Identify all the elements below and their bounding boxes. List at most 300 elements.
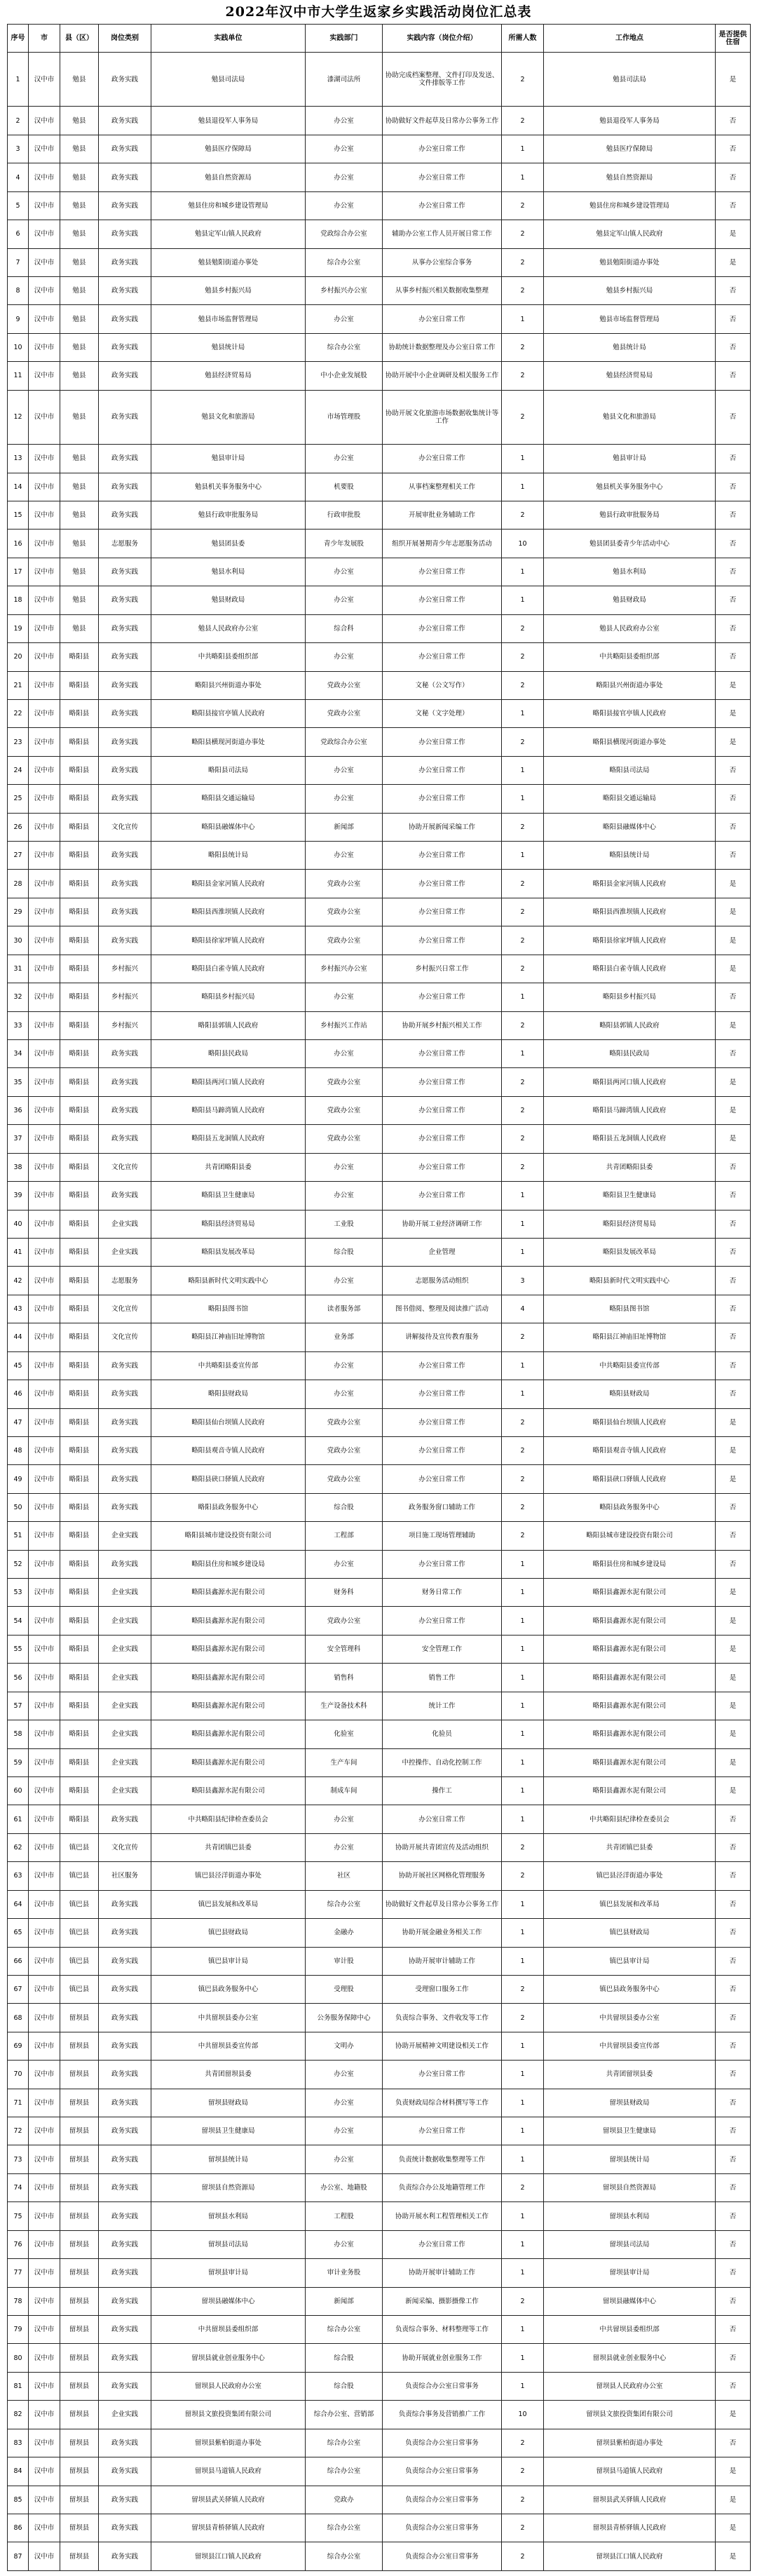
cell-count: 1	[502, 1550, 544, 1578]
cell-county: 略阳县	[60, 813, 99, 841]
cell-place: 略阳县江神庙旧址博物馆	[544, 1323, 716, 1351]
cell-content: 文秘（公文写作）	[383, 671, 502, 699]
cell-place: 略阳县白雀寺镇人民政府	[544, 955, 716, 983]
cell-content: 协助统计数据整理及办公室日常工作	[383, 333, 502, 361]
cell-lodging: 否	[716, 1210, 751, 1238]
positions-table	[7, 24, 751, 2571]
cell-count: 1	[502, 1947, 544, 1975]
cell-no: 30	[8, 926, 29, 955]
table-row	[8, 955, 751, 983]
cell-category: 政务实践	[99, 163, 151, 191]
cell-no: 27	[8, 842, 29, 870]
cell-no: 84	[8, 2457, 29, 2486]
cell-count: 1	[502, 1692, 544, 1720]
cell-no: 69	[8, 2032, 29, 2060]
table-row	[8, 163, 751, 191]
cell-lodging: 否	[716, 1351, 751, 1380]
cell-unit: 略阳县江神庙旧址博物馆	[151, 1323, 306, 1351]
cell-dept: 办公室	[306, 135, 383, 163]
cell-dept: 办公室	[306, 756, 383, 784]
table-row	[8, 1692, 751, 1720]
cell-unit: 勉县文化和旅游局	[151, 390, 306, 444]
cell-dept: 党政办公室	[306, 699, 383, 727]
cell-county: 略阳县	[60, 842, 99, 870]
cell-place: 略阳县郭镇人民政府	[544, 1011, 716, 1039]
cell-place: 中共留坝县委宣传部	[544, 2032, 716, 2060]
cell-no: 35	[8, 1068, 29, 1096]
cell-city: 汉中市	[29, 955, 60, 983]
cell-lodging: 否	[716, 1153, 751, 1181]
cell-category: 政务实践	[99, 1975, 151, 2003]
table-row	[8, 614, 751, 642]
cell-lodging: 是	[716, 1125, 751, 1153]
cell-content: 办公室日常工作	[383, 756, 502, 784]
cell-county: 略阳县	[60, 1436, 99, 1464]
table-row	[8, 1465, 751, 1493]
cell-unit: 留坝县统计局	[151, 2145, 306, 2173]
cell-count: 2	[502, 248, 544, 276]
cell-place: 留坝县就业创业服务中心	[544, 2344, 716, 2372]
cell-lodging: 否	[716, 530, 751, 558]
cell-unit: 中共留坝县委宣传部	[151, 2032, 306, 2060]
cell-lodging: 是	[716, 1776, 751, 1805]
cell-category: 政务实践	[99, 728, 151, 756]
cell-lodging: 是	[716, 1720, 751, 1748]
cell-no: 3	[8, 135, 29, 163]
cell-dept: 综合办公室	[306, 333, 383, 361]
cell-city: 汉中市	[29, 445, 60, 473]
cell-unit: 略阳县鑫源水泥有限公司	[151, 1692, 306, 1720]
cell-dept: 党政办公室	[306, 898, 383, 926]
cell-city: 汉中市	[29, 2202, 60, 2230]
table-row	[8, 1522, 751, 1550]
cell-county: 镇巴县	[60, 1862, 99, 1890]
cell-no: 68	[8, 2004, 29, 2032]
cell-content: 文秘（文字处理）	[383, 699, 502, 727]
cell-no: 59	[8, 1748, 29, 1776]
table-row	[8, 1720, 751, 1748]
cell-unit: 勉县市场监督管理局	[151, 305, 306, 333]
cell-lodging: 否	[716, 643, 751, 671]
cell-city: 汉中市	[29, 473, 60, 501]
cell-city: 汉中市	[29, 643, 60, 671]
cell-dept: 工程部	[306, 1522, 383, 1550]
cell-city: 汉中市	[29, 135, 60, 163]
cell-lodging: 是	[716, 1635, 751, 1663]
cell-city: 汉中市	[29, 1776, 60, 1805]
table-row	[8, 53, 751, 107]
cell-lodging: 否	[716, 2004, 751, 2032]
cell-dept: 办公室	[306, 2061, 383, 2089]
cell-dept: 财务科	[306, 1579, 383, 1607]
cell-place: 勉县经济贸易局	[544, 362, 716, 390]
cell-count: 1	[502, 1664, 544, 1692]
cell-unit: 略阳县接官亭镇人民政府	[151, 699, 306, 727]
cell-unit: 勉县水利局	[151, 558, 306, 586]
cell-unit: 留坝县审计局	[151, 2259, 306, 2287]
table-row	[8, 2117, 751, 2145]
cell-place: 勉县住房和城乡建设管理局	[544, 191, 716, 220]
cell-place: 略阳县鑫源水泥有限公司	[544, 1635, 716, 1663]
cell-city: 汉中市	[29, 1550, 60, 1578]
column-header-place: 工作地点	[544, 25, 716, 53]
cell-unit: 留坝县卫生健康局	[151, 2117, 306, 2145]
table-row	[8, 2344, 751, 2372]
cell-lodging: 否	[716, 1919, 751, 1947]
cell-dept: 公务服务保障中心	[306, 2004, 383, 2032]
cell-city: 汉中市	[29, 107, 60, 135]
cell-lodging: 否	[716, 1550, 751, 1578]
cell-lodging: 否	[716, 1238, 751, 1266]
cell-place: 勉县自然资源局	[544, 163, 716, 191]
cell-dept: 办公室	[306, 305, 383, 333]
cell-unit: 略阳县民政局	[151, 1040, 306, 1068]
cell-category: 企业实践	[99, 1720, 151, 1748]
cell-place: 略阳县兴州街道办事处	[544, 671, 716, 699]
cell-count: 10	[502, 2401, 544, 2429]
cell-dept: 社区	[306, 1862, 383, 1890]
table-row	[8, 1125, 751, 1153]
cell-unit: 勉县勉阳街道办事处	[151, 248, 306, 276]
cell-no: 14	[8, 473, 29, 501]
cell-no: 57	[8, 1692, 29, 1720]
cell-place: 略阳县交通运输局	[544, 785, 716, 813]
cell-no: 22	[8, 699, 29, 727]
cell-count: 2	[502, 1011, 544, 1039]
cell-unit: 略阳县金家河镇人民政府	[151, 870, 306, 898]
cell-no: 26	[8, 813, 29, 841]
cell-unit: 留坝县人民政府办公室	[151, 2372, 306, 2400]
cell-unit: 略阳县五龙洞镇人民政府	[151, 1125, 306, 1153]
cell-county: 勉县	[60, 305, 99, 333]
cell-content: 办公室日常工作	[383, 1805, 502, 1833]
cell-lodging: 否	[716, 1862, 751, 1890]
cell-lodging: 否	[716, 107, 751, 135]
cell-county: 勉县	[60, 53, 99, 107]
cell-dept: 生产设备技术科	[306, 1692, 383, 1720]
cell-no: 41	[8, 1238, 29, 1266]
cell-lodging: 是	[716, 2542, 751, 2571]
cell-unit: 略阳县鑫源水泥有限公司	[151, 1607, 306, 1635]
cell-county: 勉县	[60, 220, 99, 248]
cell-category: 政务实践	[99, 2316, 151, 2344]
cell-place: 略阳县卫生健康局	[544, 1182, 716, 1210]
cell-city: 汉中市	[29, 1408, 60, 1436]
cell-lodging: 是	[716, 1011, 751, 1039]
cell-unit: 留坝县武关驿镇人民政府	[151, 2486, 306, 2514]
cell-no: 4	[8, 163, 29, 191]
cell-lodging: 否	[716, 2032, 751, 2060]
cell-content: 办公室日常工作	[383, 1436, 502, 1464]
cell-no: 60	[8, 1776, 29, 1805]
cell-category: 乡村振兴	[99, 983, 151, 1011]
table-row	[8, 898, 751, 926]
column-header-city: 市	[29, 25, 60, 53]
cell-place: 勉县定军山镇人民政府	[544, 220, 716, 248]
cell-unit: 留坝县文旅投资集团有限公司	[151, 2401, 306, 2429]
cell-lodging: 否	[716, 842, 751, 870]
cell-content: 图书借阅、整理及阅读推广活动	[383, 1295, 502, 1323]
table-row	[8, 2372, 751, 2400]
cell-dept: 办公室	[306, 842, 383, 870]
cell-place: 镇巴县财政局	[544, 1919, 716, 1947]
cell-no: 5	[8, 191, 29, 220]
cell-category: 企业实践	[99, 1692, 151, 1720]
cell-city: 汉中市	[29, 1436, 60, 1464]
cell-count: 4	[502, 1295, 544, 1323]
table-row	[8, 445, 751, 473]
cell-county: 勉县	[60, 586, 99, 614]
cell-lodging: 否	[716, 445, 751, 473]
cell-city: 汉中市	[29, 728, 60, 756]
cell-count: 2	[502, 1436, 544, 1464]
cell-county: 略阳县	[60, 898, 99, 926]
cell-count: 2	[502, 1408, 544, 1436]
cell-count: 1	[502, 1351, 544, 1380]
cell-count: 2	[502, 362, 544, 390]
cell-county: 略阳县	[60, 1692, 99, 1720]
cell-count: 2	[502, 614, 544, 642]
header-row	[8, 25, 751, 53]
cell-place: 略阳县融媒体中心	[544, 813, 716, 841]
table-row	[8, 501, 751, 530]
cell-place: 勉县团县委青少年活动中心	[544, 530, 716, 558]
cell-no: 23	[8, 728, 29, 756]
cell-category: 政务实践	[99, 473, 151, 501]
table-row	[8, 870, 751, 898]
cell-unit: 勉县机关事务服务中心	[151, 473, 306, 501]
cell-content: 办公室日常工作	[383, 163, 502, 191]
cell-city: 汉中市	[29, 2344, 60, 2372]
cell-content: 办公室日常工作	[383, 1351, 502, 1380]
cell-count: 2	[502, 1068, 544, 1096]
cell-dept: 办公室	[306, 983, 383, 1011]
cell-county: 略阳县	[60, 1125, 99, 1153]
cell-unit: 中共留坝县委办公室	[151, 2004, 306, 2032]
table-row	[8, 1635, 751, 1663]
cell-unit: 勉县财政局	[151, 586, 306, 614]
cell-content: 协助开展工业经济调研工作	[383, 1210, 502, 1238]
cell-no: 37	[8, 1125, 29, 1153]
cell-county: 略阳县	[60, 1040, 99, 1068]
cell-city: 汉中市	[29, 2514, 60, 2542]
table-row	[8, 1805, 751, 1833]
cell-city: 汉中市	[29, 1805, 60, 1833]
cell-lodging: 否	[716, 1323, 751, 1351]
table-row	[8, 107, 751, 135]
cell-content: 办公室日常工作	[383, 2117, 502, 2145]
column-header-content: 实践内容（岗位介绍）	[383, 25, 502, 53]
cell-category: 政务实践	[99, 1408, 151, 1436]
cell-city: 汉中市	[29, 671, 60, 699]
cell-category: 政务实践	[99, 1182, 151, 1210]
cell-dept: 综合办公室	[306, 2316, 383, 2344]
cell-county: 留坝县	[60, 2401, 99, 2429]
cell-lodging: 否	[716, 2344, 751, 2372]
cell-count: 2	[502, 1862, 544, 1890]
cell-count: 1	[502, 2145, 544, 2173]
cell-content: 负责财政局综合材料撰写等工作	[383, 2089, 502, 2117]
cell-place: 略阳县城市建设投资有限公司	[544, 1522, 716, 1550]
cell-no: 34	[8, 1040, 29, 1068]
cell-place: 镇巴县泾洋街道办事处	[544, 1862, 716, 1890]
cell-lodging: 是	[716, 1664, 751, 1692]
cell-dept: 党政综合办公室	[306, 728, 383, 756]
cell-no: 38	[8, 1153, 29, 1181]
cell-content: 负责综合事务、文件收发等工作	[383, 2004, 502, 2032]
cell-dept: 新闻部	[306, 2287, 383, 2315]
cell-county: 略阳县	[60, 785, 99, 813]
cell-lodging: 否	[716, 1493, 751, 1521]
cell-place: 留坝县审计局	[544, 2259, 716, 2287]
cell-dept: 综合股	[306, 1493, 383, 1521]
cell-dept: 综合办公室	[306, 2429, 383, 2457]
cell-no: 53	[8, 1579, 29, 1607]
cell-unit: 中共略阳县纪律检查委员会	[151, 1805, 306, 1833]
cell-dept: 党政办公室	[306, 1436, 383, 1464]
cell-city: 汉中市	[29, 898, 60, 926]
cell-place: 略阳县经济贸易局	[544, 1210, 716, 1238]
cell-lodging: 是	[716, 248, 751, 276]
cell-content: 负责综合办公室日常事务	[383, 2514, 502, 2542]
cell-city: 汉中市	[29, 2542, 60, 2571]
cell-city: 汉中市	[29, 1068, 60, 1096]
cell-content: 协助完成档案整理、文件打印及发送、文件排版等工作	[383, 53, 502, 107]
cell-unit: 略阳县经济贸易局	[151, 1210, 306, 1238]
cell-content: 从事办公室综合事务	[383, 248, 502, 276]
cell-dept: 安全管理科	[306, 1635, 383, 1663]
cell-place: 留坝县紫柏街道办事处	[544, 2429, 716, 2457]
cell-category: 政务实践	[99, 898, 151, 926]
cell-city: 汉中市	[29, 2004, 60, 2032]
cell-content: 安全管理工作	[383, 1635, 502, 1663]
cell-count: 2	[502, 53, 544, 107]
cell-city: 汉中市	[29, 756, 60, 784]
cell-dept: 党政办公室	[306, 1607, 383, 1635]
cell-lodging: 是	[716, 728, 751, 756]
cell-count: 2	[502, 2457, 544, 2486]
cell-place: 略阳县住房和城乡建设局	[544, 1550, 716, 1578]
cell-category: 政务实践	[99, 220, 151, 248]
cell-count: 2	[502, 1096, 544, 1124]
cell-count: 1	[502, 2061, 544, 2089]
cell-county: 勉县	[60, 445, 99, 473]
cell-dept: 党政综合办公室	[306, 220, 383, 248]
cell-no: 40	[8, 1210, 29, 1238]
cell-count: 2	[502, 728, 544, 756]
cell-city: 汉中市	[29, 2287, 60, 2315]
cell-city: 汉中市	[29, 248, 60, 276]
cell-category: 企业实践	[99, 1776, 151, 1805]
cell-count: 1	[502, 2259, 544, 2287]
cell-dept: 党政办公室	[306, 1096, 383, 1124]
cell-count: 2	[502, 2173, 544, 2201]
cell-city: 汉中市	[29, 1579, 60, 1607]
cell-category: 政务实践	[99, 1436, 151, 1464]
cell-unit: 勉县定军山镇人民政府	[151, 220, 306, 248]
cell-city: 汉中市	[29, 390, 60, 444]
table-row	[8, 1664, 751, 1692]
table-row	[8, 586, 751, 614]
cell-count: 1	[502, 1238, 544, 1266]
cell-city: 汉中市	[29, 2145, 60, 2173]
cell-city: 汉中市	[29, 1947, 60, 1975]
cell-place: 勉县机关事务服务中心	[544, 473, 716, 501]
cell-lodging: 否	[716, 501, 751, 530]
cell-content: 办公室日常工作	[383, 445, 502, 473]
cell-county: 留坝县	[60, 2514, 99, 2542]
table-row	[8, 191, 751, 220]
cell-lodging: 否	[716, 586, 751, 614]
cell-county: 略阳县	[60, 1493, 99, 1521]
cell-city: 汉中市	[29, 191, 60, 220]
cell-category: 企业实践	[99, 1664, 151, 1692]
cell-content: 协助开展中小企业调研及相关服务工作	[383, 362, 502, 390]
cell-place: 略阳县五龙洞镇人民政府	[544, 1125, 716, 1153]
cell-unit: 略阳县城市建设投资有限公司	[151, 1522, 306, 1550]
cell-content: 办公室日常工作	[383, 1607, 502, 1635]
cell-category: 政务实践	[99, 2429, 151, 2457]
cell-lodging: 否	[716, 1805, 751, 1833]
cell-unit: 留坝县就业创业服务中心	[151, 2344, 306, 2372]
cell-no: 47	[8, 1408, 29, 1436]
cell-lodging: 是	[716, 699, 751, 727]
cell-category: 文化宣传	[99, 1833, 151, 1861]
cell-dept: 办公室	[306, 191, 383, 220]
cell-category: 企业实践	[99, 2401, 151, 2429]
cell-lodging: 否	[716, 2145, 751, 2173]
cell-unit: 略阳县财政局	[151, 1380, 306, 1408]
cell-category: 志愿服务	[99, 530, 151, 558]
cell-no: 11	[8, 362, 29, 390]
cell-content: 乡村振兴日常工作	[383, 955, 502, 983]
table-row	[8, 699, 751, 727]
cell-unit: 略阳县西淮坝镇人民政府	[151, 898, 306, 926]
cell-place: 勉县行政审批服务局	[544, 501, 716, 530]
cell-no: 15	[8, 501, 29, 530]
cell-unit: 镇巴县泾洋街道办事处	[151, 1862, 306, 1890]
table-row	[8, 926, 751, 955]
cell-lodging: 否	[716, 163, 751, 191]
cell-county: 略阳县	[60, 1408, 99, 1436]
cell-place: 留坝县融媒体中心	[544, 2287, 716, 2315]
table-row	[8, 1607, 751, 1635]
cell-content: 协助做好文件起草及日常办公事务工作	[383, 1890, 502, 1918]
cell-city: 汉中市	[29, 2401, 60, 2429]
cell-no: 49	[8, 1465, 29, 1493]
cell-place: 略阳县统计局	[544, 842, 716, 870]
table-row	[8, 1919, 751, 1947]
cell-unit: 勉县司法局	[151, 53, 306, 107]
cell-unit: 略阳县交通运输局	[151, 785, 306, 813]
cell-place: 留坝县财政局	[544, 2089, 716, 2117]
table-row	[8, 1040, 751, 1068]
cell-place: 中共略阳县纪律检查委员会	[544, 1805, 716, 1833]
cell-county: 留坝县	[60, 2259, 99, 2287]
cell-dept: 综合股	[306, 2372, 383, 2400]
cell-unit: 留坝县江口镇人民政府	[151, 2542, 306, 2571]
cell-unit: 共青团略阳县委	[151, 1153, 306, 1181]
cell-city: 汉中市	[29, 1493, 60, 1521]
cell-dept: 综合办公室	[306, 1890, 383, 1918]
cell-county: 勉县	[60, 473, 99, 501]
cell-county: 镇巴县	[60, 1947, 99, 1975]
cell-county: 勉县	[60, 614, 99, 642]
cell-county: 略阳县	[60, 1380, 99, 1408]
cell-place: 略阳县鑫源水泥有限公司	[544, 1692, 716, 1720]
cell-dept: 生产车间	[306, 1748, 383, 1776]
cell-place: 留坝县统计局	[544, 2145, 716, 2173]
